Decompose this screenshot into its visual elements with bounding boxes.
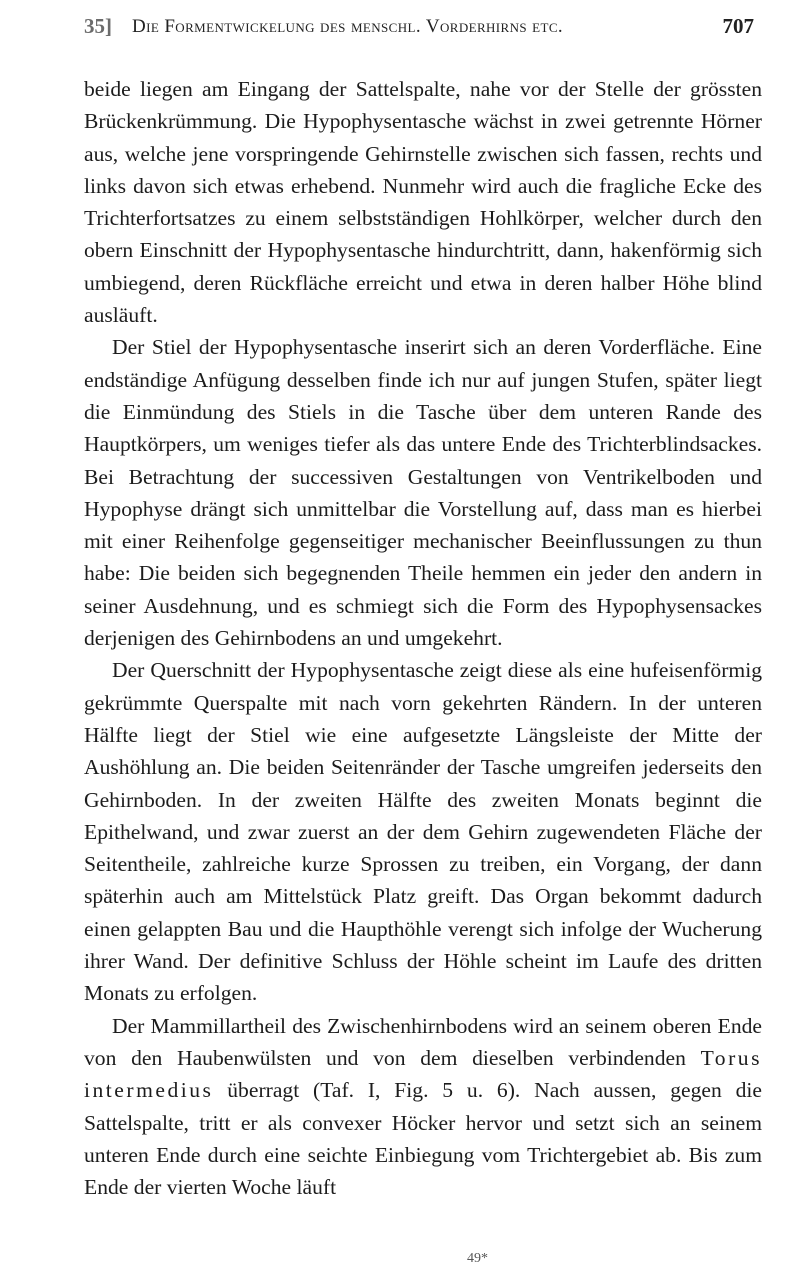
body-text bbox=[84, 73, 762, 1203]
page-header bbox=[84, 12, 754, 42]
running-title: Die Formentwickelung des menschl. Vorderhirns etc. bbox=[132, 16, 564, 37]
paragraph-text: Der Mammillartheil des Zwischenhirnbodens wird an seinem oberen Ende von den Haubenwülsten und von dem dieselben verbindenden bbox=[84, 1013, 762, 1070]
paragraph: Der Stiel der Hypophysentasche inserirt sich an deren Vorderfläche. Eine endständige Anfügung desselben finde ich nur auf jungen Stufen, später liegt die Einmündung des Stiels in die Tasche über dem unteren Rande des Hauptkörpers, um weniges tiefer als das untere Ende des Trichterblindsackes. Bei Betrachtung der successiven Gestaltungen von Ventrikelboden und Hypophyse drängt sich unmittelbar die Vorstellung auf, dass man es hierbei mit einer Reihenfolge gegenseitiger mechanischer Beeinflussungen zu thun habe: Die beiden sich begegnenden Theile hemmen ein jeder den andern in seiner Ausdehnung, und es schmiegt sich die Form des Hypophysensackes derjenigen des Gehirnbodens an und umgekehrt. bbox=[84, 335, 762, 651]
paragraph bbox=[84, 1010, 762, 1204]
page-number: 707 bbox=[722, 14, 754, 38]
paragraph: beide liegen am Eingang der Sattelspalte, nahe vor der Stelle der grössten Brückenkrümmung. Die Hypophysentasche wächst in zwei getrennte Hörner aus, welche jene vorspringende Gehirnstelle zwischen sich fassen, rechts und links davon sich etwas erhebend. Nunmehr wird auch die fragliche Ecke des Trichterfortsatzes zu einem selbstständigen Hohlkörper, welcher durch den obern Einschnitt der Hypophysentasche hindurchtritt, dann, hakenförmig sich umbiegend, deren Rückfläche erreicht und etwa in deren halber Höhe blind ausläuft. bbox=[84, 77, 762, 328]
paragraph: Der Querschnitt der Hypophysentasche zeigt diese als eine hufeisenförmig gekrümmte Querspalte mit nach vorn gekehrten Rändern. In der unteren Hälfte liegt der Stiel wie eine aufgesetzte Längsleiste der Mitte der Aushöhlung an. Die beiden Seitenränder der Tasche umgreifen jederseits den Gehirnboden. In der zweiten Hälfte des zweiten Monats beginnt die Epithelwand, und zwar zuerst an der dem Gehirn zugewendeten Fläche der Seitentheile, zahlreiche kurze Sprossen zu treiben, ein Vorgang, der dann späterhin auch am Mittelstück Platz greift. Das Organ bekommt dadurch einen gelappten Bau und die Haupthöhle verengt sich infolge der Wucherung ihrer Wand. Der definitive Schluss der Höhle scheint im Laufe des dritten Monats zu erfolgen. bbox=[84, 658, 762, 1006]
emphasized-term: Torus intermedius bbox=[84, 1045, 762, 1103]
sheet-signature: 49* bbox=[467, 1251, 488, 1266]
page-number-left: 35] bbox=[84, 14, 112, 38]
paragraph-text: überragt (Taf. I, Fig. 5 u. 6). Nach aussen, gegen die Sattelspalte, tritt er als convexer Höcker hervor und setzt sich an seinem unteren Ende durch eine seichte Einbiegung vom Trichtergebiet ab. Bis zum Ende der vierten Woche läuft bbox=[84, 1078, 762, 1200]
